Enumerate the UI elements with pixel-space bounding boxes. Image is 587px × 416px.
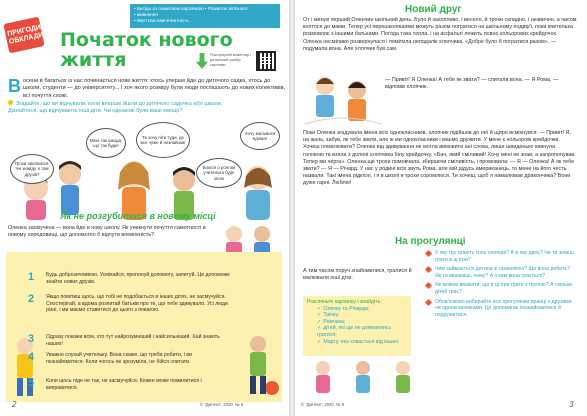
story-paragraph: Поки Оленка згадувала імена всіх однокласників, хлопчик підійшов до неї й щиро всміхнувся: — Привіт! Я, на жаль, забув, як тебе звати, але ж ми однокласники і маємо дружити. У мене є кольорові крейдочки. Хочеш помалювати? Оленка від здивування не могла вимовити ані слова, лише швиденько кивнула головою та взяла з долоні хлопчика білу крейдочку. «Бач, який сміливий! Хочу мені не знав, а запропонував. Тепер ми черга». Оленка ще трохи помовчала, збираючи сміливість, і промовила: — Я — Оленка! А як тебе звати? — Я — Річард. У нас у родині всіх звуть Рома, але мій дідусь американець, то мене на його честь назвали. Такі імена рідкісні, і я в школі я трохи соромлюся. Ти хочеш, щоб я намалював дракончика? Вони дуже гарні. Люблю! [303, 130, 576, 187]
walk-intro: А тим часом поруч знайомилися, гралися й малювали інші діти. [303, 268, 412, 282]
task-item: ✓ Трінку; [317, 312, 407, 319]
story-paragraph: От і минув перший Оленчин шкільний день. Було й захопливо, і весело, й трохи складно, і незвично, а часом колтося до мами. Тепер усі перешколяшими можуть разом погратися на шкільному подвір'ї, поки вчителька розмовляє з іншими батьками. Погода така тепла, і на асфальті лежить повно кольорових крейдочок. Оленка несміливо розвернулася і помітила неподалік хлопчика. «Добре було б погратися разом», — подумала вона. Але хлопчик був сам. [303, 17, 577, 52]
kids-illustration [6, 118, 286, 220]
find-task-box [303, 296, 411, 356]
qr-note: Розгорнутий коментар і детальний розбір картинки [210, 53, 252, 67]
topic-item: • мовлення [134, 12, 158, 17]
rules-intro: Оленка засмучена — вона йде в нову школу. Як уникнути почуття самотності в новому середовищі, що допомогло б відчути впевненість? [8, 225, 206, 239]
arrow-down-icon [196, 53, 208, 69]
bullet-icon [8, 100, 13, 105]
speech-bubble: Трохи хвилююся. Чи знайду я там друзів? [10, 154, 54, 184]
kids-drawing-illustration [305, 72, 381, 128]
page-number: 3 [569, 400, 574, 409]
question-item: У яку гру грають троє хлопців? А в яку двоє? Чи ти знаєш грати в ці ігри? [425, 250, 577, 263]
title-line-1: Початок нового [60, 29, 233, 51]
rule-number: 2 [28, 293, 35, 305]
qr-code-icon[interactable] [256, 51, 276, 71]
question-item: Обов'язково вибирайте все прогулянки вранці з друзями чи однокласниками. Це допомагає познайомитися й подружитися. [425, 299, 577, 319]
task-instruction [8, 100, 228, 115]
task-item: ✓ Марту, яка ховається від інших. [317, 339, 407, 346]
speech-bubble: Хочу мальвися вдома! [240, 122, 280, 150]
speech-bubble: Боюся о ролгом учителька буде злою [196, 158, 242, 188]
page-number: 2 [12, 400, 17, 409]
rule-text: Будь доброзичливою. Усміхайся, пропонуй допомогу, запитуй. Це допоможе знайти нових друзів. [46, 272, 230, 285]
publication-info: © "Дитяча", 2020, № 9 [301, 402, 345, 407]
section-heading-friend: Новий друг [405, 4, 462, 15]
story-paragraph: — Привіт! Я Оленка! А тебе як звати? — спитала вона. — Я Рома, — відповів хлопчик. [385, 77, 559, 91]
title-line-2: життя [60, 49, 127, 71]
question-item: Чим займається дитина зі скакалкою? Що вона робить? Як ти вважаєш, чому? А з ким вона грається? [425, 266, 577, 279]
topics-banner [130, 4, 280, 28]
topic-item: • Життєва компетентність [134, 18, 189, 23]
rule-number: 1 [28, 271, 35, 283]
rule-text: Одразу покажи всім, хто тут найрозумніший і найсильніший. Хай знають наших! [46, 334, 220, 347]
left-page [0, 0, 290, 416]
logo-text: ПРИГОДИ НА ОБКЛАДИНЦІ [6, 21, 57, 46]
topic-item: • Бесіда за сюжетною картинкою • Розвиток зв'язного [134, 6, 248, 11]
rule-number: 4 [28, 351, 35, 363]
speech-bubble: Мені так шкода, що так буде! [86, 128, 126, 158]
rule-text: Коли щось піде не так, не засмучуйся. Кожен може помилитися і виправитися. [46, 378, 202, 391]
rule-text: Уважно слухай учительку. Вона скаже, що треба робити, і ви познайомитеся. Коли чогось не зрозуміла, не бійся спитати. [46, 352, 192, 365]
intro-text: осени в багатьох із нас починається нове життя: хтось уперше йде до дитячого садка, хтось до школи, студенти — до університету... І хоч якого розміру були люди поспішають до нових колективів, всі почуття схожі. [23, 78, 285, 99]
section-heading-walk: На прогулянці [395, 236, 466, 247]
task-item: ✓ дітей, які ще не домовились гратися; [317, 325, 407, 338]
publication-info: © "Дитяча", 2020, № 9 [200, 402, 244, 407]
right-page [295, 0, 587, 416]
qr-block[interactable] [196, 51, 284, 73]
intro-paragraph [8, 78, 286, 100]
page-footer [301, 402, 581, 407]
running-kid-illustration [8, 333, 42, 398]
rules-box [6, 252, 282, 402]
rule-text: Якщо помітиш щось, що тобі не подобається в інших дітях, не засмучуйся. Спостерігай, а вдома розпитай батьків про те, що тебе здивувало. Усі люди різні, і ми маємо ставитися до цього з повагою. [46, 294, 228, 314]
task-list [307, 306, 407, 346]
task-item: ✓ Оленку та Річарда; [317, 306, 407, 313]
task-question: Розгляньте картинку і знайдіть: [307, 299, 382, 305]
section-heading-rules: Як не розгубитися в новому місці [60, 211, 216, 221]
speech-bubble: Та хочу піти туди, де все чуже й незнайоме [136, 122, 190, 158]
kid-with-ball-illustration [238, 334, 280, 398]
magazine-logo [4, 6, 57, 64]
question-item: Як можна вважати, що в ці ігри грати з групою? А скільки дітей грає? [425, 282, 577, 295]
task-item: ✓ Ромчика; [317, 319, 407, 326]
questions-list [425, 250, 577, 321]
rule-number: 3 [28, 333, 35, 345]
task-text: Згадайте, що ви відчували, коли вперше йшли до дитячого садочка або школи. Дізнайтеся, що відчувають інші діти. Чи однакові були ваші емоції? [8, 101, 223, 114]
rule-number: 5 [28, 377, 35, 389]
drop-cap: В [8, 76, 21, 96]
playground-illustration [303, 356, 423, 400]
